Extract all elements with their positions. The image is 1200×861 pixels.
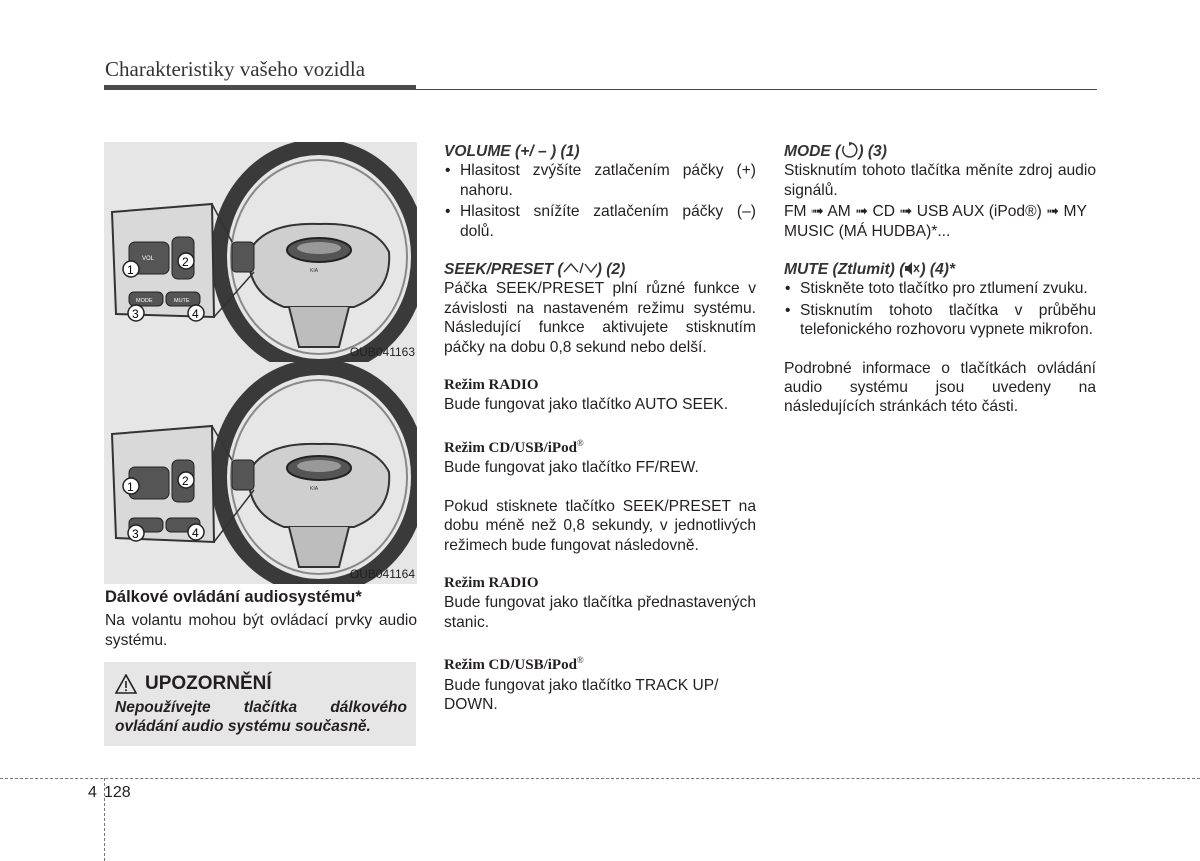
mode-cd-text-2: Bude fungovat jako tlačítko TRACK UP/ DOWN. (444, 676, 719, 713)
page-number (88, 784, 131, 802)
mute-list (784, 279, 1096, 339)
steering-wheel-illustration-1 (104, 142, 417, 362)
callout-3: 3 (132, 527, 139, 541)
seek-heading: SEEK/PRESET ( ) (2) (444, 261, 626, 279)
header-rule-thick (104, 85, 416, 90)
callout-2: 2 (182, 255, 189, 269)
vol-label: VOL (142, 256, 155, 262)
left-column (105, 588, 417, 650)
mode-cycle-icon (840, 142, 858, 158)
svg-text:KIA: KIA (310, 486, 319, 492)
mode-cd-text-1: Bude fungovat jako tlačítko FF/REW. (444, 459, 699, 477)
short-press-text: Pokud stisknete tlačítko SEEK/PRESET na dobu méně než 0,8 sekundy, v jednotlivých režimech bude fungovat následovně. (444, 497, 756, 554)
callout-1: 1 (127, 263, 134, 277)
callout-1: 1 (127, 480, 134, 494)
list-item: • Stisknutím tohoto tlačítka v průběhu telefonického rozhovoru vypnete mikrofon. (784, 301, 1096, 340)
mute-heading: MUTE (Ztlumit) ( ) (4)* (784, 261, 956, 279)
volume-heading: VOLUME (+/ – ) (1) (444, 143, 580, 160)
page-number-value: 128 (104, 784, 131, 801)
volume-list (444, 161, 756, 241)
mode-radio-text-2: Bude fungovat jako tlačítka přednastavených stanic. (444, 594, 756, 631)
section-title: Dálkové ovládání audiosystému* (105, 588, 362, 606)
mode-label: MODE (136, 298, 153, 304)
section-text: Na volantu mohou být ovládací prvky audio systému. (105, 612, 417, 649)
steering-wheel-illustration-2 (104, 362, 417, 584)
middle-column (444, 142, 756, 714)
mode-cd-heading-2: Režim CD/USB/iPod® (444, 655, 584, 674)
mode-sequence: FM ➟ AM ➟ CD ➟ USB AUX (iPod®) ➟ MY MUSIC (MÁ HUDBA)*... (784, 203, 1087, 240)
figure-caption-1: OUB041163 (349, 345, 415, 359)
figure-steering-wheel-2 (104, 362, 417, 584)
footer-divider (0, 778, 1200, 779)
mode-text: Stisknutím tohoto tlačítka měníte zdroj audio signálů. (784, 162, 1096, 199)
callout-2: 2 (182, 474, 189, 488)
figure-steering-wheel-1 (104, 142, 417, 362)
seek-up-down-icon (563, 261, 597, 275)
callout-4: 4 (192, 526, 199, 540)
list-item: • Hlasitost zvýšíte zatlačením páčky (+) nahoru. (444, 161, 756, 200)
warning-title-row (115, 673, 272, 695)
mode-radio-heading-1: Režim RADIO (444, 377, 539, 394)
warning-title: UPOZORNĚNÍ (145, 673, 272, 694)
header-rule-thin (416, 89, 1097, 90)
mode-radio-text-1: Bude fungovat jako tlačítko AUTO SEEK. (444, 396, 729, 414)
list-item: • Hlasitost snížíte zatlačením páčky (–) dolů. (444, 202, 756, 241)
seek-text: Páčka SEEK/PRESET plní různé funkce v závislosti na nastaveném režimu systému. Následující funkce aktivujete stisknutím páčky na dobu 0,8 sekund nebo delší. (444, 280, 756, 356)
mute-label: MUTE (174, 298, 190, 304)
figure-caption-2: OUB041164 (349, 567, 415, 581)
mode-cd-heading-1: Režim CD/USB/iPod® (444, 437, 584, 456)
list-item: • Stiskněte toto tlačítko pro ztlumení zvuku. (784, 279, 1096, 298)
warning-text: Nepoužívejte tlačítka dálkového ovládání audio systému současně. (115, 699, 407, 735)
page-header-title: Charakteristiky vašeho vozidla (105, 57, 366, 81)
right-column (784, 142, 1096, 417)
speaker-mute-icon (904, 261, 920, 276)
info-text: Podrobné informace o tlačítkách ovládání audio systému jsou uvedeny na následujících stránkách této části. (784, 359, 1096, 416)
callout-3: 3 (132, 307, 139, 321)
chapter-number: 4 (88, 784, 97, 801)
warning-triangle-icon (115, 674, 137, 694)
callout-4: 4 (192, 307, 199, 321)
svg-text:KIA: KIA (310, 268, 319, 274)
warning-box (104, 662, 416, 746)
mode-radio-heading-2: Režim RADIO (444, 574, 539, 591)
mode-heading: MODE ( ) (3) (784, 143, 887, 160)
